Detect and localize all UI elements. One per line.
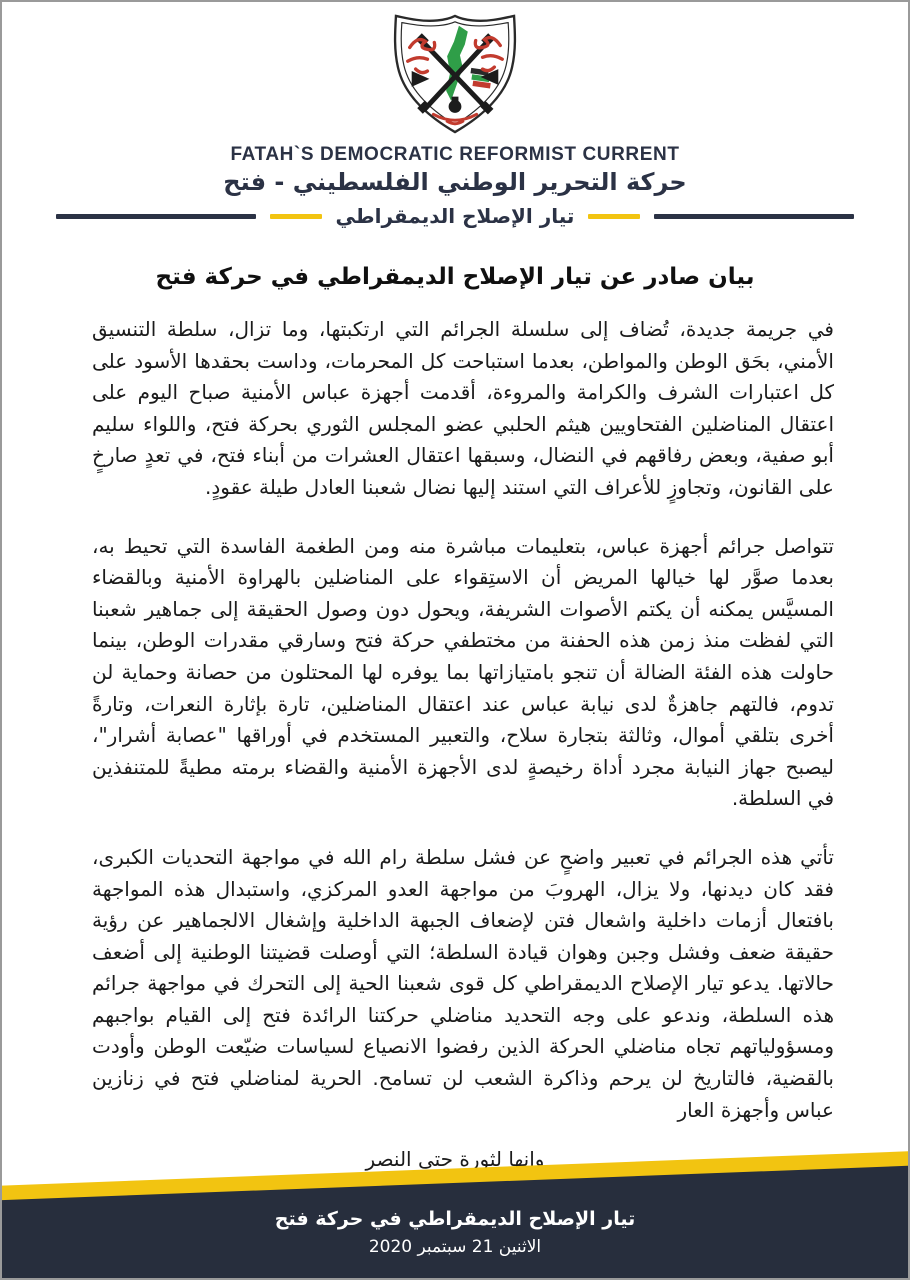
current-name-banner <box>2 204 908 228</box>
arabic-org-title: حركة التحرير الوطني الفلسطيني - فتح <box>223 168 687 196</box>
banner-dark-bar-right <box>654 214 854 219</box>
statement-paragraph-1: في جريمة جديدة، تُضاف إلى سلسلة الجرائم التي ارتكبتها، وما تزال، سلطة التنسيق الأمني، بحَق الوطن والمواطن، بعدما استباحت كل المحرمات، وداست بحقدها الأسود على كل اعتبارات الشرف والكرامة والمروءة، أقدمت أجهزة عباس الأمنية صباح اليوم على اعتقال المناضلين الفتحاويين هيثم الحلبي عضو المجلس الثوري بحركة فتح، واللواء سليم أبو صفية، وبعض رفاقهم في النضال، وسبقها اعتقال العشرات من أبناء فتح، في تعدٍ صارخٍ على القانون، وتجاوزٍ للأعراف التي استند إليها نضال شعبنا العادل طيلة عقودٍ. <box>92 317 834 499</box>
banner-yellow-bar-left <box>270 214 322 219</box>
statement-body <box>92 314 834 1126</box>
document-header <box>2 2 908 228</box>
logo-container <box>2 12 908 136</box>
banner-yellow-bar-right <box>588 214 640 219</box>
statement-paragraph-3: تأتي هذه الجرائم في تعبير واضحٍ عن فشل سلطة رام الله في مواجهة التحديات الكبرى، فقد كان ديدنها، ولا يزال، الهروبَ من مواجهة العدو المركزي، واستبدال هذه المواجهة بافتعال أزمات داخلية واشعال فتن لإضعاف الجبهة الداخلية وإشغال الالجماهير عن رؤية حقيقة ضعف وفشل وجبن وهوان قيادة السلطة؛ التي أوصلت قضيتنا الوطنية إلى أضعف حالاتها. يدعو تيار الإصلاح الديمقراطي كل قوى شعبنا الحية إلى التحرك في مواجهة جرائم هذه السلطة، وندعو على وجه التحديد مناضلي حركتنا الرائدة فتح إلى القيام بواجبهم ومسؤولياتهم تجاه مناضلي الحركة الذين رفضوا الانصياع لسياسات ضيّعت الوطن وأودت بالقضية، فالتاريخ لن يرحم وذاكرة الشعب لن تسامح. الحرية لمناضلي فتح في زنازين عباس وأجهزة العار <box>92 844 834 1122</box>
footer-date-line: الاثنين 21 سبتمبر 2020 <box>368 1237 542 1257</box>
statement-paragraph-2: تتواصل جرائم أجهزة عباس، بتعليمات مباشرة منه ومن الطغمة الفاسدة التي تحيط به، بعدما صوَّر لها خيالها المريض أن الاستِقواء على المناضلين بالهراوة الأمنية وبالقضاء المسيَّس يمكنه أن يكتم الأصوات الشريفة، ويحول دون وصول الحقيقة إلى جماهير شعبنا التي لفظت منذ زمن هذه الحفنة من مختطفي حركة فتح وسارقي مقدرات الوطن، بينما حاولت هذه الفئة الضالة أن تنجو بامتيازاتها بما يوفره لها المحتلون من حصانة وحماية لن تدوم، فالتهم جاهزةٌ لدى نيابة عباس عند اعتقال المناضلين، تارة بإثارة النعرات، وتارةً أخرى بتلقي أموال، وثالثة بتجارة سلاح، والتعبير المستخدم في أوراقها "عصابة أشرار"، ليصبح جهاز النيابة مجرد أداة رخيصةٍ لدى الأجهزة الأمنية والقضاء برمته مطيةً للمتنفذين في السلطة. <box>92 533 834 811</box>
banner-dark-bar-left <box>56 214 256 219</box>
closing-slogan: وإنها لثورة حتى النصر <box>365 1147 545 1172</box>
fatah-emblem-logo <box>386 12 524 136</box>
banner-label: تيار الإصلاح الديمقراطي <box>335 204 575 228</box>
footer-text-block <box>2 1208 908 1257</box>
english-org-title: FATAH`S DEMOCRATIC REFORMIST CURRENT <box>230 144 680 165</box>
document-footer <box>2 1146 908 1278</box>
statement-title: بيان صادر عن تيار الإصلاح الديمقراطي في حركة فتح <box>155 264 755 290</box>
footer-org-line: تيار الإصلاح الديمقراطي في حركة فتح <box>274 1208 636 1230</box>
